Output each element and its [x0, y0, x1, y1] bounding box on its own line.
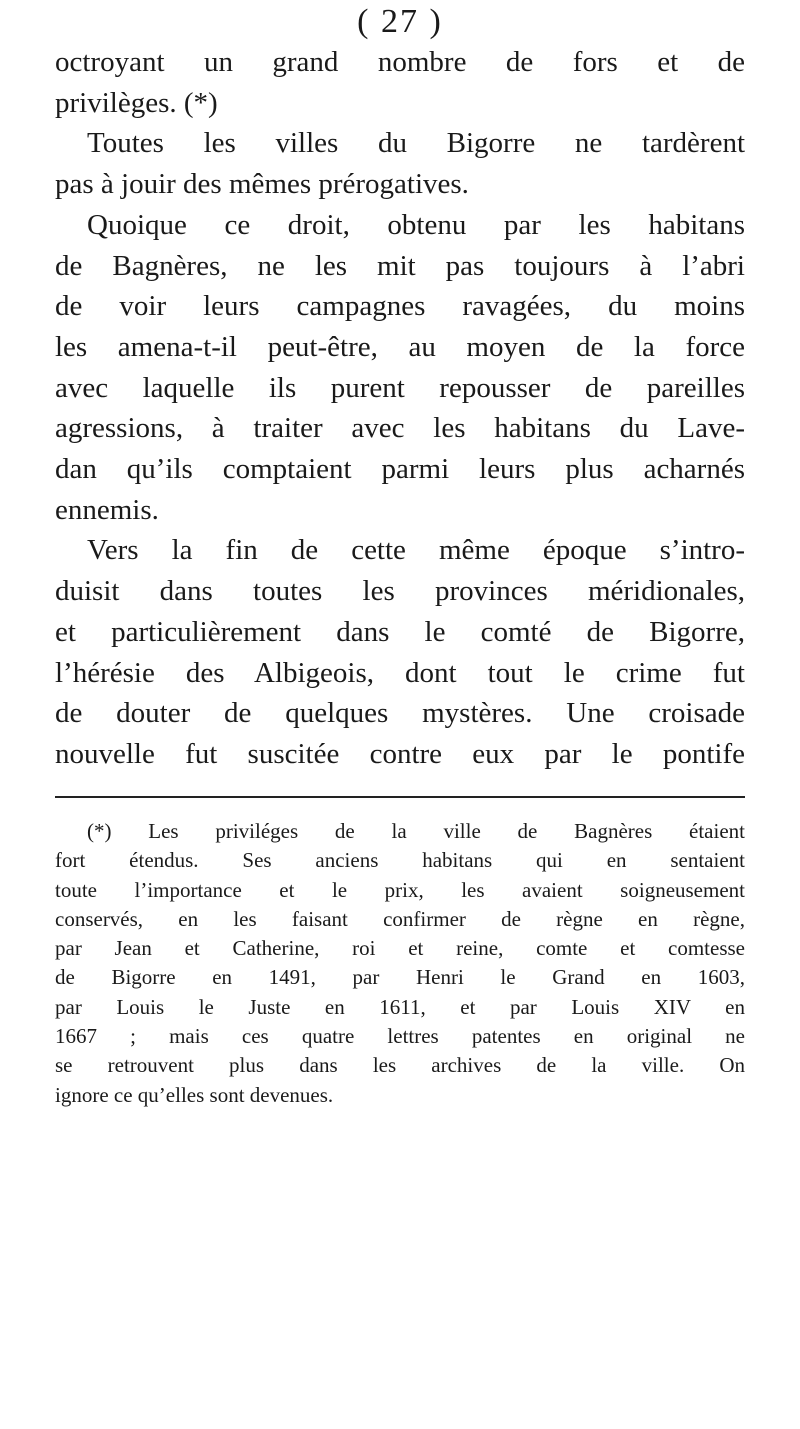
text-line: les amena-t-il peut-être, au moyen de la force [55, 330, 745, 363]
text-line: Quoique ce droit, obtenu par les habitans [87, 208, 745, 241]
footnote-line: fort étendus. Ses anciens habitans qui en sentaient [55, 848, 745, 873]
text-line: duisit dans toutes les provinces méridionales, [55, 575, 745, 608]
text-line: nouvelle fut suscitée contre eux par le pontife [55, 737, 745, 770]
footnote-line: de Bigorre en 1491, par Henri le Grand en 1603, [55, 965, 745, 990]
footnote-line: par Louis le Juste en 1611, et par Louis XIV en [55, 994, 745, 1019]
text-line: agressions, à traiter avec les habitans du Lave- [55, 412, 745, 445]
footnote-line: (*) Les priviléges de la ville de Bagnères étaient [87, 819, 745, 843]
text-line: l’hérésie des Albigeois, dont tout le crime fut [55, 656, 745, 689]
footnote-divider [55, 796, 745, 798]
footnote [55, 817, 745, 1110]
footnote-line: conservés, en les faisant confirmer de règne en règne, [55, 906, 745, 931]
text-line: Toutes les villes du Bigorre ne tardèrent [87, 127, 745, 160]
footnote-line: ignore ce qu’elles sont devenues. [55, 1082, 334, 1107]
page-number: ( 27 ) [357, 3, 443, 40]
main-text [55, 42, 745, 775]
text-line: ennemis. [55, 493, 159, 526]
text-line: dan qu’ils comptaient parmi leurs plus acharnés [55, 453, 745, 486]
text-line: de voir leurs campagnes ravagées, du moins [55, 290, 745, 323]
footnote-line: se retrouvent plus dans les archives de la ville. On [55, 1053, 745, 1078]
footnote-line: par Jean et Catherine, roi et reine, comte et comtesse [55, 936, 745, 961]
footnote-line: toute l’importance et le prix, les avaient soigneusement [55, 877, 745, 902]
text-line: privilèges. (*) [55, 86, 218, 119]
text-line: Vers la fin de cette même époque s’intro- [87, 534, 745, 567]
text-line: octroyant un grand nombre de fors et de [55, 46, 745, 78]
text-line: pas à jouir des mêmes prérogatives. [55, 168, 469, 201]
text-line: avec laquelle ils purent repousser de pareilles [55, 371, 745, 404]
text-line: de Bagnères, ne les mit pas toujours à l’abri [55, 249, 745, 282]
text-line: de douter de quelques mystères. Une croisade [55, 697, 745, 730]
text-line: et particulièrement dans le comté de Bigorre, [55, 615, 745, 648]
footnote-line: 1667 ; mais ces quatre lettres patentes en original ne [55, 1024, 745, 1049]
